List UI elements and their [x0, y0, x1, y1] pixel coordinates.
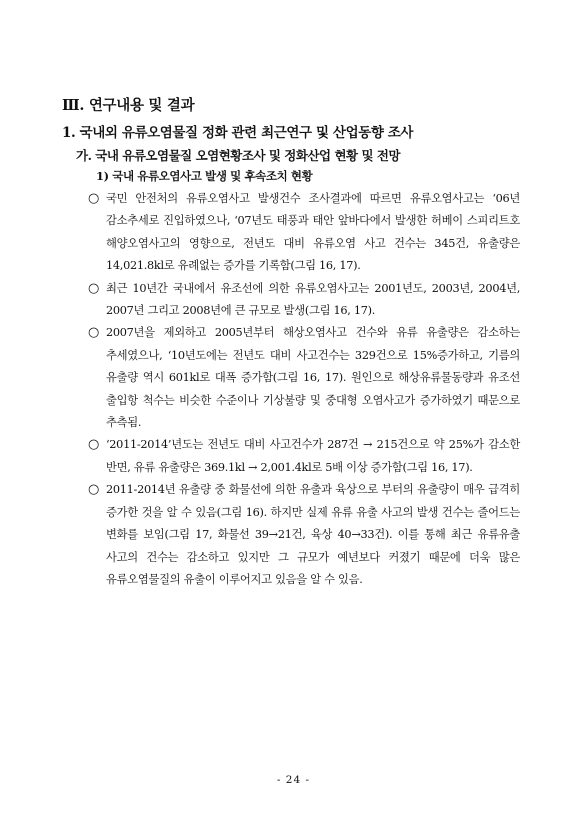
subsection-heading: 1. 국내외 유류오염물질 정화 관련 최근연구 및 산업동향 조사 [62, 125, 414, 141]
list-item [88, 322, 520, 434]
bullet-list [88, 188, 520, 591]
sub-subsection-heading: 가. 국내 유류오염물질 오염현황조사 및 정화산업 현황 및 전망 [76, 148, 401, 163]
circle-bullet-icon: ○ [88, 325, 100, 341]
topic-heading: 1) 국내 유류오염사고 발생 및 후속조치 현황 [96, 169, 313, 183]
section-heading: Ⅲ. 연구내용 및 결과 [62, 97, 195, 114]
circle-bullet-icon: ○ [88, 482, 100, 498]
list-item [88, 188, 520, 278]
list-item [88, 479, 520, 591]
list-item [88, 278, 520, 323]
bullet-text: 2011-2014년 유출량 중 화물선에 의한 유출과 육상으로 부터의 유출량이 매우 급격히 증가한 것을 알 수 있음(그림 16). 하지만 실제 유류 유출 사고의 발생 건수는 줄어드는 변화를 보임(그림 17, 화물선 39→21건, 육상 40→33건). 이를 통해 최근 유류유출 사고의 건수는 감소하고 있지만 그 규모가 예년보다 커졌기 때문에 더욱 많은 유류오염물질의 유출이 이루어지고 있음을 알 수 있음. [106, 483, 520, 586]
circle-bullet-icon: ○ [88, 437, 100, 453]
bullet-text: 국민 안전처의 유류오염사고 발생건수 조사결과에 따르면 유류오염사고는 ‘06년 감소추세로 진입하였으나, ‘07년도 태풍과 태안 앞바다에서 발생한 허베이 스피리트호 해양오염사고의 영향으로, 전년도 대비 유류오염 사고 건수는 345건, 유출량은 14,021.8kl로 유례없는 증가를 기록함(그림 16, 17). [106, 192, 520, 273]
bullet-text: 2007년을 제외하고 2005년부터 해상오염사고 건수와 유류 유출량은 감소하는 추세였으나, ‘10년도에는 전년도 대비 사고건수는 329건으로 15%증가하고, 기름의 유출량 역시 601kl로 대폭 증가함(그림 16, 17). 원인으로 해상유류물동량과 유조선 출입항 척수는 비슷한 수준이나 기상불량 및 중대형 오염사고가 증가하였기 때문으로 추측됨. [106, 326, 520, 430]
bullet-text: ‘2011-2014’년도는 전년도 대비 사고건수가 287건 → 215건으로 약 25%가 감소한 반면, 유류 유출량은 369.1kl → 2,001.4kl로 5배 이상 증가함(그림 16, 17). [106, 438, 520, 474]
page-number: - 24 - [276, 774, 311, 786]
circle-bullet-icon: ○ [88, 280, 100, 296]
bullet-text: 최근 10년간 국내에서 유조선에 의한 유류오염사고는 2001년도, 2003년, 2004년, 2007년 그리고 2008년에 큰 규모로 발생(그림 16, 17). [106, 281, 520, 318]
circle-bullet-icon: ○ [88, 191, 100, 206]
list-item [88, 434, 520, 479]
